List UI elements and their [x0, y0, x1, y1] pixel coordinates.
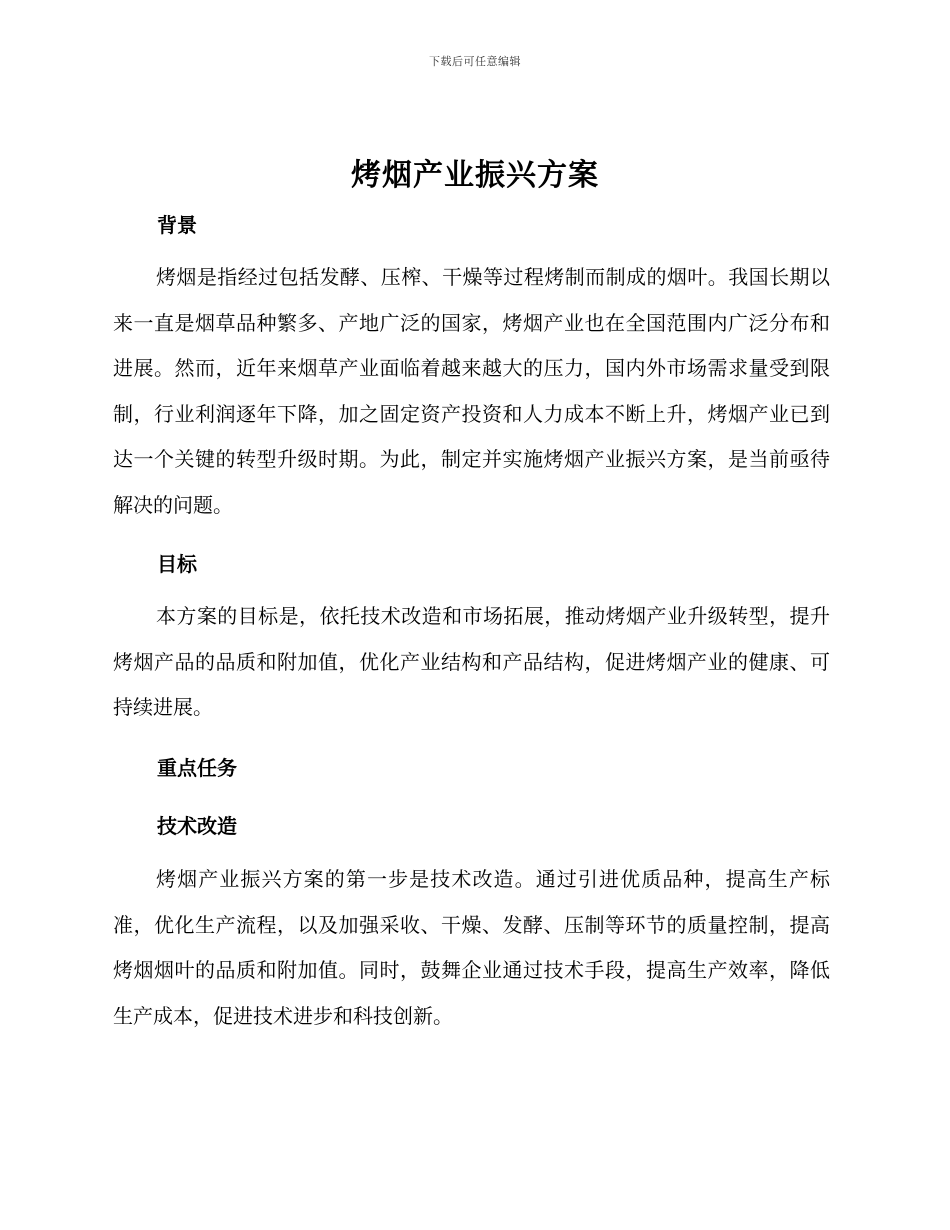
section-heading-tech-upgrade: 技术改造: [157, 814, 237, 838]
section-heading-key-tasks: 重点任务: [157, 756, 237, 780]
paragraph-background: 烤烟是指经过包括发酵、压榨、干燥等过程烤制而制成的烟叶。我国长期以来一直是烟草品种繁多、产地广泛的国家，烤烟产业也在全国范围内广泛分布和进展。然而，近年来烟草产业面临着越来越大的压力，国内外市场需求量受到限制，行业利润逐年下降，加之固定资产投资和人力成本不断上升，烤烟产业已到达一个关键的转型升级时期。为此，制定并实施烤烟产业振兴方案，是当前亟待解决的问题。: [113, 265, 830, 517]
section-heading-background: 背景: [157, 213, 197, 237]
document-title: 烤烟产业振兴方案: [351, 158, 599, 193]
paragraph-tech-upgrade: 烤烟产业振兴方案的第一步是技术改造。通过引进优质品种，提高生产标准，优化生产流程，以及加强采收、干燥、发酵、压制等环节的质量控制，提高烤烟烟叶的品质和附加值。同时，鼓舞企业通过技术手段，提高生产效率，降低生产成本，促进技术进步和科技创新。: [113, 867, 830, 1028]
section-heading-goal: 目标: [157, 552, 197, 576]
paragraph-goal: 本方案的目标是，依托技术改造和市场拓展，推动烤烟产业升级转型，提升烤烟产品的品质和附加值，优化产业结构和产品结构，促进烤烟产业的健康、可持续进展。: [113, 604, 830, 719]
header-note: 下载后可任意编辑: [429, 55, 521, 68]
